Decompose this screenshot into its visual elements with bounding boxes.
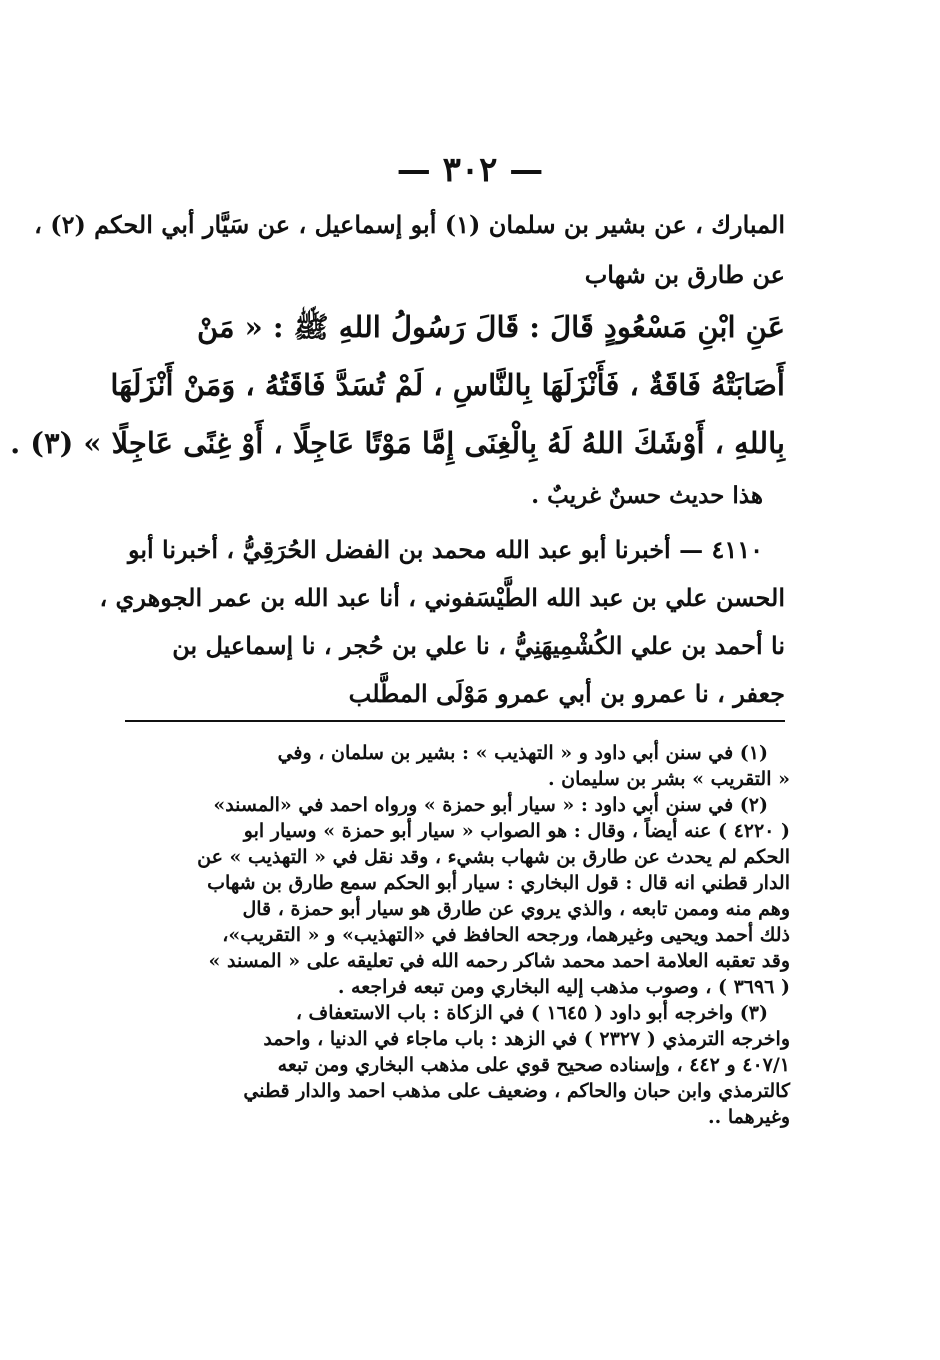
footnote-line: ( ٣٦٩٦ ) ، وصوب مذهب إليه البخاري ومن تبعه فراجعه . [337, 976, 790, 998]
text-line: عَنِ ابْنِ مَسْعُودٍ قَالَ : قَالَ رَسُولُ اللهِ ﷺ : « مَنْ [196, 310, 785, 344]
footnote-line: الحكم لم يحدث عن طارق بن شهاب بشيء ، وقد نقل في « التهذيب » عن [197, 846, 790, 868]
footnote-divider [125, 720, 785, 722]
hadith-4110 [99, 526, 785, 718]
footnote-line: ذلك أحمد ويحيى وغيرهما، ورجحه الحافظ في «التهذيب» و « التقريب»، [222, 924, 790, 946]
text-line: جعفر ، نا عمرو بن أبي عمرو مَوْلَى المطَّلب [348, 679, 785, 708]
footnote-line: وهم منه وممن تابعه ، والذي يروي عن طارق هو سيار أبو حمزة ، قال [242, 898, 790, 920]
hadith-text [10, 298, 785, 520]
footnote-line: وغيرهما .. [708, 1106, 790, 1128]
footnote-1 [125, 740, 790, 792]
footnote-line: واخرجه الترمذي ( ٢٣٢٧ ) في الزهد : باب ماجاء في الدنيا ، واحمد [263, 1028, 790, 1050]
text-line: بِاللهِ ، أَوْشَكَ اللهُ لَهُ بِالْغِنَى إِمَّا مَوْتًا عَاجِلًا ، أَوْ غِنًى عَاجِلًا » (٣) . [10, 426, 785, 460]
footnote-line: (٢) في سنن أبي داود : « سيار أبو حمزة » ورواه احمد في «المسند» [213, 794, 768, 816]
page-number: — ٣٠٢ — [396, 150, 544, 190]
footnote-line: (٣) واخرجه أبو داود ( ١٦٤٥ ) في الزكاة : باب الاستعفاف ، [295, 1002, 768, 1024]
text-line: أَصَابَتْهُ فَاقَةٌ ، فَأَنْزَلَهَا بِالنَّاسِ ، لَمْ تُسَدَّ فَاقَتُهُ ، وَمَنْ أَنْزَلَهَا [110, 368, 785, 402]
text-line: المبارك ، عن بشير بن سلمان (١) أبو إسماعيل ، عن سَيَّار أبي الحكم (٢) ، [34, 210, 785, 239]
chain-of-narration [34, 200, 785, 300]
footnote-line: الدار قطني انه قال : قول البخاري : سيار أبو الحكم سمع طارق بن شهاب [207, 872, 790, 894]
footnote-line: ٤٠٧/١ و ٤٤٢ ، وإسناده صحيح قوي على مذهب البخاري ومن تبعه [277, 1054, 790, 1076]
footnote-line: كالترمذي وابن حبان والحاكم ، وضعيف على مذهب احمد والدار قطني [243, 1080, 790, 1102]
footnotes [125, 740, 790, 1130]
footnote-2 [125, 792, 790, 1000]
text-line: ٤١١٠ — أخبرنا أبو عبد الله محمد بن الفضل الحُرَقِيُّ ، أخبرنا أبو [127, 535, 763, 564]
footnote-line: (١) في سنن أبي داود و « التهذيب » : بشير بن سلمان ، وفي [277, 742, 768, 764]
footnote-3 [125, 1000, 790, 1130]
footnote-line: وقد تعقبه العلامة احمد محمد شاكر رحمه الله في تعليقه على « المسند » [208, 950, 790, 972]
footnote-line: ( ٤٢٢٠ ) عنه أيضاً ، وقال : هو الصواب « سيار أبو حمزة » وسيار ابو [243, 820, 790, 842]
text-line: الحسن علي بن عبد الله الطَّيْسَفوني ، أنا عبد الله بن عمر الجوهري ، [99, 583, 785, 612]
text-line: عن طارق بن شهاب [584, 260, 785, 289]
footnote-line: « التقريب » بشر بن سليمان . [547, 768, 790, 790]
hadith-grade: هذا حديث حسنٌ غريبٌ . [531, 482, 763, 509]
text-line: نا أحمد بن علي الكُشْمِيهَنِيُّ ، نا علي بن حُجر ، نا إسماعيل بن [172, 631, 785, 660]
